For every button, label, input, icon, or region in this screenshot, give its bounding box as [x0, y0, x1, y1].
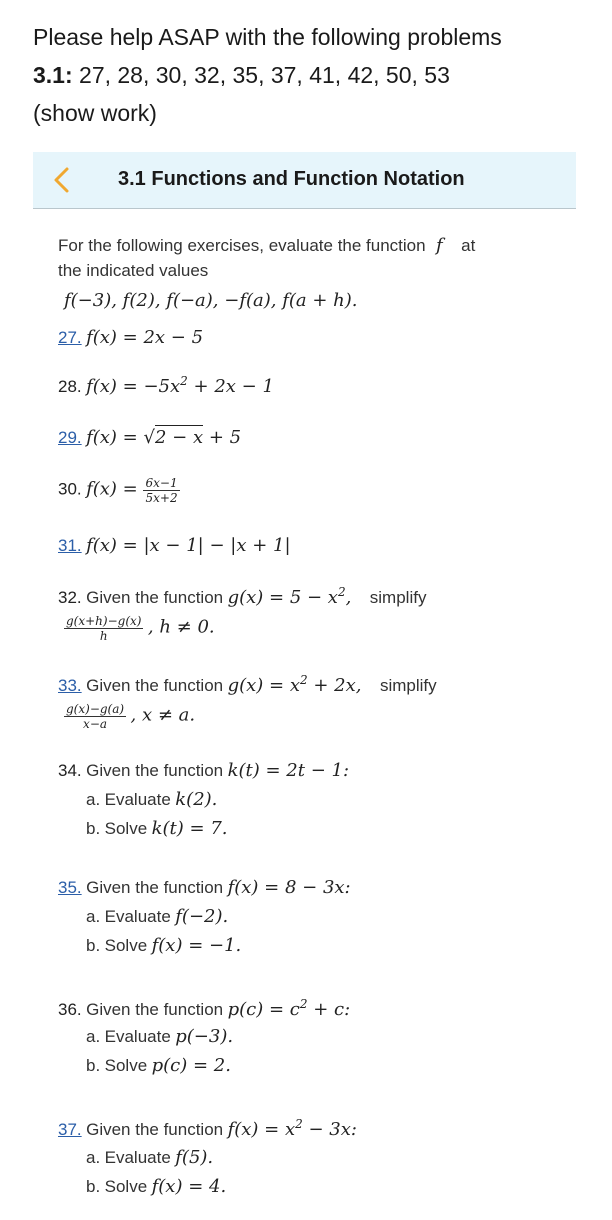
exercise-36-part-a: a. Evaluate p(−3).	[86, 1026, 234, 1047]
exercise-36-part-b: b. Solve p(c) = 2.	[86, 1055, 231, 1076]
fraction: $\frac{g(x)-g(a)}{x-a}$	[66, 702, 125, 731]
book-header-bar	[33, 152, 576, 209]
exercise-28: 28. $f(x) = -5x^2 + 2x - 1$	[58, 374, 274, 397]
radical-sign: √	[143, 427, 155, 448]
fraction: $\frac{g(x+h)-g(x)}{h}$	[66, 614, 142, 643]
exercise-33-link[interactable]: 33.	[58, 676, 82, 695]
exercise-35-part-b: b. Solve f(x) = −1.	[86, 935, 242, 956]
exercise-29-link[interactable]: 29.	[58, 428, 82, 447]
exercise-31: 31. f(x) = |x − 1| − |x + 1|	[58, 535, 291, 556]
exercise-37-link[interactable]: 37.	[58, 1120, 82, 1139]
chevron-left-icon[interactable]	[49, 165, 75, 195]
exercise-34: 34. Given the function k(t) = 2t − 1:	[58, 760, 350, 781]
question-line-2	[33, 56, 593, 94]
exercise-37-part-a: a. Evaluate f(5).	[86, 1147, 214, 1168]
exercise-35-part-a: a. Evaluate f(−2).	[86, 906, 229, 927]
question-header	[33, 18, 593, 132]
intro-line-2: the indicated values	[58, 261, 209, 280]
exercise-35: 35. Given the function f(x) = 8 − 3x:	[58, 877, 351, 898]
exercise-31-link[interactable]: 31.	[58, 536, 82, 555]
section-label: 3.1:	[33, 62, 73, 88]
problem-list: 27, 28, 30, 32, 35, 37, 41, 42, 50, 53	[72, 62, 450, 88]
exercise-37: 37. Given the function $f(x) = x^2 - 3x$:	[58, 1117, 357, 1140]
exercise-36: 36. Given the function $p(c) = c^2 + c$:	[58, 997, 351, 1020]
exercise-27-link[interactable]: 27.	[58, 328, 82, 347]
exercise-34-part-b: b. Solve k(t) = 7.	[86, 818, 228, 839]
intro-line-1: For the following exercises, evaluate the function f at	[58, 235, 476, 256]
exercise-29: 29. f(x) = √2 − x + 5	[58, 427, 242, 448]
exercise-32-expression: $\frac{g(x+h)-g(x)}{h}$ , h ≠ 0.	[66, 614, 215, 643]
exercise-34-part-a: a. Evaluate k(2).	[86, 789, 218, 810]
fraction: $\frac{6x-1}{5x+2}$	[145, 476, 178, 505]
exercise-32: 32. Given the function $g(x) = 5 - x^2$, simplify	[58, 585, 427, 608]
exercise-30: 30. f(x) = $\frac{6x-1}{5x+2}$	[58, 476, 178, 505]
exercise-35-link[interactable]: 35.	[58, 878, 82, 897]
intro-values: f(−3), f(2), f(−a), −f(a), f(a + h).	[64, 290, 358, 311]
exercise-27: 27. f(x) = 2x − 5	[58, 327, 204, 348]
exercise-33: 33. Given the function $g(x) = x^2 + 2x$, simplify	[58, 673, 437, 696]
section-title: 3.1 Functions and Function Notation	[118, 168, 465, 190]
exercise-33-expression: $\frac{g(x)-g(a)}{x-a}$ , x ≠ a.	[66, 702, 196, 731]
question-line-3: (show work)	[33, 100, 157, 126]
exercise-37-part-b: b. Solve f(x) = 4.	[86, 1176, 227, 1197]
question-line-1: Please help ASAP with the following problems	[33, 24, 502, 50]
